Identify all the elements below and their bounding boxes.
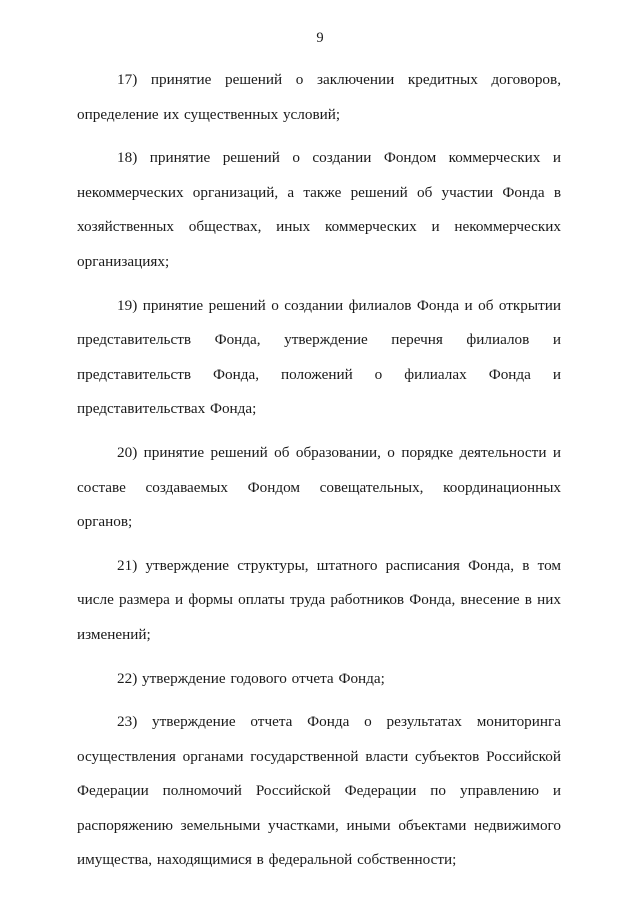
text-line: 19) принятие решений о создании филиалов Фонда и об открытии <box>117 296 561 314</box>
text-line: Федерации полномочий Российской Федерации по управлению и <box>77 782 561 800</box>
text-line: некоммерческих организаций, а также решений об участии Фонда в <box>77 183 561 201</box>
text-line: 22) утверждение годового отчета Фонда; <box>117 669 385 687</box>
text-line: организациях; <box>77 252 170 270</box>
text-line: представительств Фонда, утверждение перечня филиалов и <box>77 331 561 349</box>
document-body <box>77 63 561 887</box>
text-line: составе создаваемых Фондом совещательных, координационных органов; <box>77 478 561 531</box>
text-line: изменений; <box>77 625 151 643</box>
paragraph-item-22 <box>77 662 561 697</box>
text-line: 18) принятие решений о создании Фондом коммерческих и <box>117 149 561 167</box>
text-line: 20) принятие решений об образовании, о порядке деятельности и <box>117 443 561 461</box>
text-line: осуществления органами государственной власти субъектов Российской <box>77 747 561 765</box>
page-number: 9 <box>316 30 324 46</box>
text-line: 23) утверждение отчета Фонда о результатах мониторинга <box>117 713 561 731</box>
paragraph-item-23 <box>77 705 561 878</box>
text-line: имущества, находящимися в федеральной собственности; <box>77 851 457 869</box>
paragraph-item-18 <box>77 141 561 279</box>
text-line: хозяйственных обществах, иных коммерческих и некоммерческих <box>77 218 561 236</box>
paragraph-item-20 <box>77 436 561 540</box>
text-line: числе размера и формы оплаты труда работников Фонда, внесение в них <box>77 591 561 609</box>
text-line: 21) утверждение структуры, штатного расписания Фонда, в том <box>117 556 561 574</box>
text-line: представительствах Фонда; <box>77 400 257 418</box>
text-line: распоряжению земельными участками, иными объектами недвижимого <box>77 816 561 834</box>
text-line: представительств Фонда, положений о филиалах Фонда и <box>77 365 561 383</box>
paragraph-item-21 <box>77 549 561 653</box>
text-line: 17) принятие решений о заключении кредитных договоров, <box>117 71 561 88</box>
paragraph-item-19 <box>77 289 561 427</box>
text-line: определение их существенных условий; <box>77 105 341 123</box>
paragraph-item-17 <box>77 63 561 132</box>
